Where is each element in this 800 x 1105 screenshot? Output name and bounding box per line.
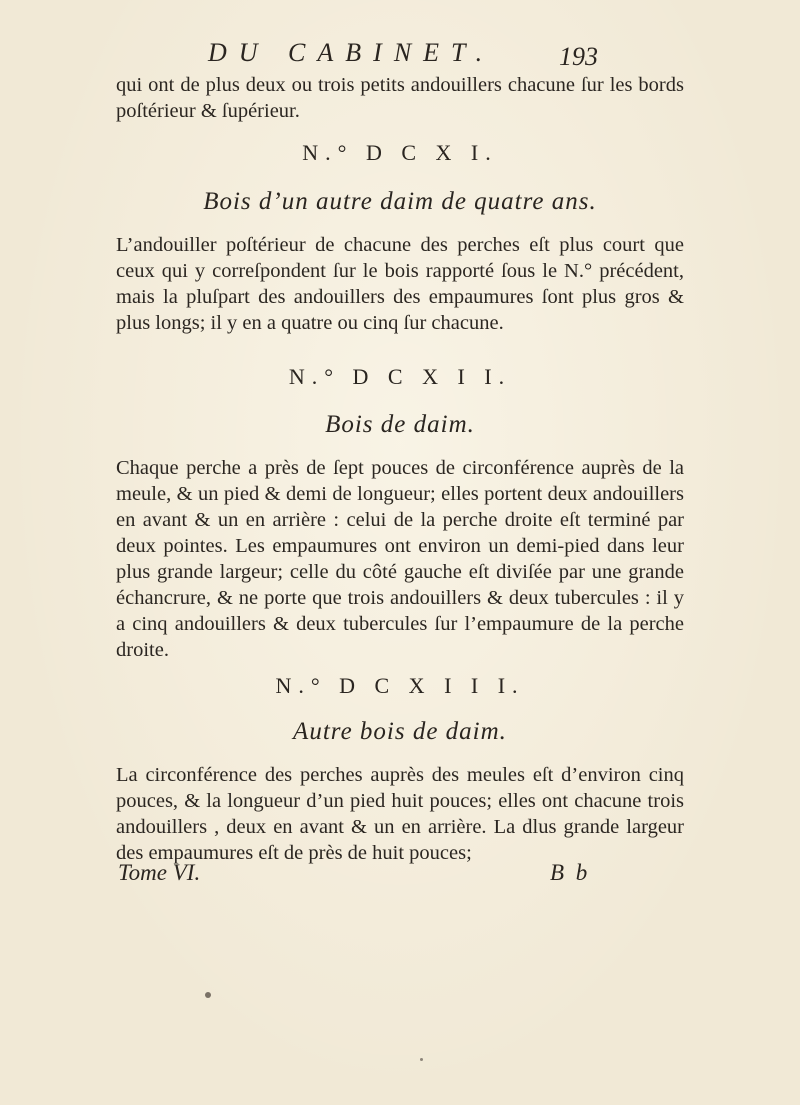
entry-title: Autre bois de daim. bbox=[293, 718, 507, 745]
paragraph-text: La circonférence des perches auprès des meules eſt d’environ cinq pouces, & la longueur d’un pied huit pouces; elles ont chacune trois andouillers , deux en avant & un en arrière. La dlus grande largeur des empaumures eſt de près de huit pouces; bbox=[116, 764, 684, 864]
continued-paragraph bbox=[116, 72, 684, 124]
entry-title: Bois d’un autre daim de quatre ans. bbox=[203, 188, 597, 215]
entry-number-heading: N.° D C X I I I. bbox=[275, 673, 525, 698]
signature-mark: B b bbox=[550, 860, 591, 885]
paragraph-text: L’andouiller poſtérieur de chacune des perches eſt plus court que ceux qui y correſpondent ſur le bois rapporté ſous le N.° précédent, mais la pluſpart des andouillers des empaumures ſont plus gros & plus longs; il y en a quatre ou cinq ſur chacune. bbox=[116, 234, 684, 334]
entry-number-heading: N.° D C X I. bbox=[302, 140, 498, 165]
ink-speck bbox=[420, 1058, 423, 1061]
ink-speck bbox=[205, 992, 211, 998]
entry-title: Bois de daim. bbox=[325, 411, 475, 438]
entry-paragraph bbox=[116, 762, 684, 866]
running-head: DU CABINET. bbox=[208, 38, 495, 67]
entry-paragraph bbox=[116, 455, 684, 663]
page-number: 193 bbox=[559, 42, 598, 71]
volume-mark: Tome VI. bbox=[118, 860, 201, 885]
entry-number-heading: N.° D C X I I. bbox=[288, 364, 512, 389]
paragraph-text: qui ont de plus deux ou trois petits andouillers chacune ſur les bords poſtérieur & ſupérieur. bbox=[116, 74, 684, 122]
paragraph-text: Chaque perche a près de ſept pouces de circonférence auprès de la meule, & un pied & demi de longueur; elles portent deux andouillers en avant & un en arrière : celui de la perche droite eſt terminé par deux pointes. Les empaumures ont environ un demi-pied dans leur plus grande largeur; celle du côté gauche eſt diviſée par une grande échancrure, & ne porte que trois andouillers & deux tubercules : il y a cinq andouillers & deux tubercules ſur l’empaumure de la perche droite. bbox=[116, 457, 684, 661]
entry-paragraph bbox=[116, 232, 684, 336]
